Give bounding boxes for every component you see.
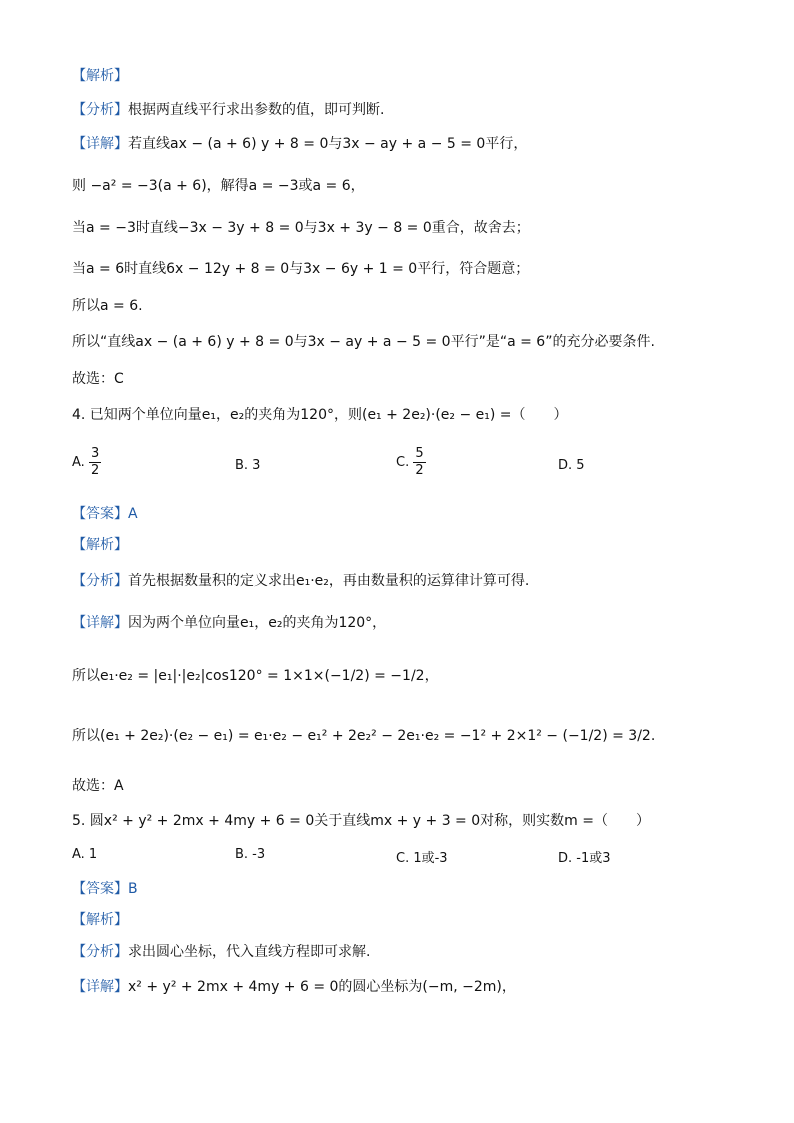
option-c-numerator: 5 xyxy=(415,446,424,461)
solution-text-q5: x² + y² + 2mx + 4my + 6 = 0的圆心坐标为(−m, −2m)， xyxy=(128,979,516,995)
solution-text-q4: 因为两个单位向量e₁，e₂的夹角为120°， xyxy=(128,615,387,631)
option-d: D. 5 xyxy=(558,458,585,473)
solution-line-q5-1 xyxy=(72,977,754,997)
option-a-q5: A. 1 xyxy=(72,847,98,862)
solution-line-1 xyxy=(72,134,754,154)
solution-line-6: 所以“直线ax − (a + 6) y + 8 = 0与3x − ay + a − 5 = 0平行”是“a = 6”的充分必要条件. xyxy=(72,334,655,350)
analysis-summary xyxy=(72,100,754,120)
choice-line-q4: 故选：A xyxy=(72,778,124,794)
fenxi-tag: 【分析】 xyxy=(72,102,128,118)
solution-text: 若直线ax − (a + 6) y + 8 = 0与3x − ay + a − 5 = 0平行， xyxy=(128,136,528,152)
solution-line-3: 当a = −3时直线−3x − 3y + 8 = 0与3x + 3y − 8 = 0重合，故舍去； xyxy=(72,220,530,236)
option-c xyxy=(396,446,426,479)
xiangjie-tag-q4: 【详解】 xyxy=(72,615,128,631)
option-a-numerator: 3 xyxy=(90,446,100,461)
option-a xyxy=(72,446,101,479)
solution-line-2: 则 −a² = −3(a + 6)，解得a = −3或a = 6， xyxy=(72,178,365,194)
fenxi-text-q5: 求出圆心坐标，代入直线方程即可求解. xyxy=(128,944,371,960)
question-5-stem: 5. 圆x² + y² + 2mx + 4my + 6 = 0关于直线mx + y + 3 = 0对称，则实数m =（ ） xyxy=(72,813,650,829)
option-d-q5: D. -1或3 xyxy=(558,851,611,866)
option-a-denominator: 2 xyxy=(90,463,100,478)
question-4-stem: 4. 已知两个单位向量e₁，e₂的夹角为120°，则(e₁ + 2e₂)·(e₂ − e₁) =（ ） xyxy=(72,407,568,423)
option-a-fraction xyxy=(89,446,101,479)
analysis-heading: 【解析】 xyxy=(72,68,128,84)
answer-line-q5: 【答案】B xyxy=(72,881,138,897)
option-a-label: A. xyxy=(72,455,85,470)
xiangjie-tag-q5: 【详解】 xyxy=(72,979,128,995)
option-b: B. 3 xyxy=(235,458,261,473)
choice-line: 故选：C xyxy=(72,371,124,387)
fenxi-text-q4: 首先根据数量积的定义求出e₁·e₂，再由数量积的运算律计算可得. xyxy=(128,573,530,589)
solution-line-4: 当a = 6时直线6x − 12y + 8 = 0与3x − 6y + 1 = 0平行，符合题意； xyxy=(72,261,530,277)
answer-line: 【答案】A xyxy=(72,506,138,522)
solution-line-q4-3: 所以(e₁ + 2e₂)·(e₂ − e₁) = e₁·e₂ − e₁² + 2e₂² − 2e₁·e₂ = −1² + 2×1² − (−1/2) = 3/2. xyxy=(72,728,656,744)
option-c-fraction xyxy=(413,446,425,479)
option-c-label: C. xyxy=(396,455,410,470)
option-c-q5: C. 1或-3 xyxy=(396,851,448,866)
solution-line-q4-1 xyxy=(72,613,754,633)
analysis-summary-q5 xyxy=(72,942,754,962)
option-c-denominator: 2 xyxy=(415,463,424,478)
fenxi-text: 根据两直线平行求出参数的值，即可判断. xyxy=(128,102,385,118)
analysis-heading-q4: 【解析】 xyxy=(72,537,128,553)
analysis-heading-q5: 【解析】 xyxy=(72,912,128,928)
fenxi-tag-q5: 【分析】 xyxy=(72,944,128,960)
analysis-summary-q4 xyxy=(72,571,754,591)
xiangjie-tag: 【详解】 xyxy=(72,136,128,152)
option-b-q5: B. -3 xyxy=(235,847,266,862)
fenxi-tag-q4: 【分析】 xyxy=(72,573,128,589)
solution-line-q4-2: 所以e₁·e₂ = |e₁|·|e₂|cos120° = 1×1×(−1/2) = −1/2， xyxy=(72,668,439,684)
solution-line-5: 所以a = 6. xyxy=(72,298,143,314)
